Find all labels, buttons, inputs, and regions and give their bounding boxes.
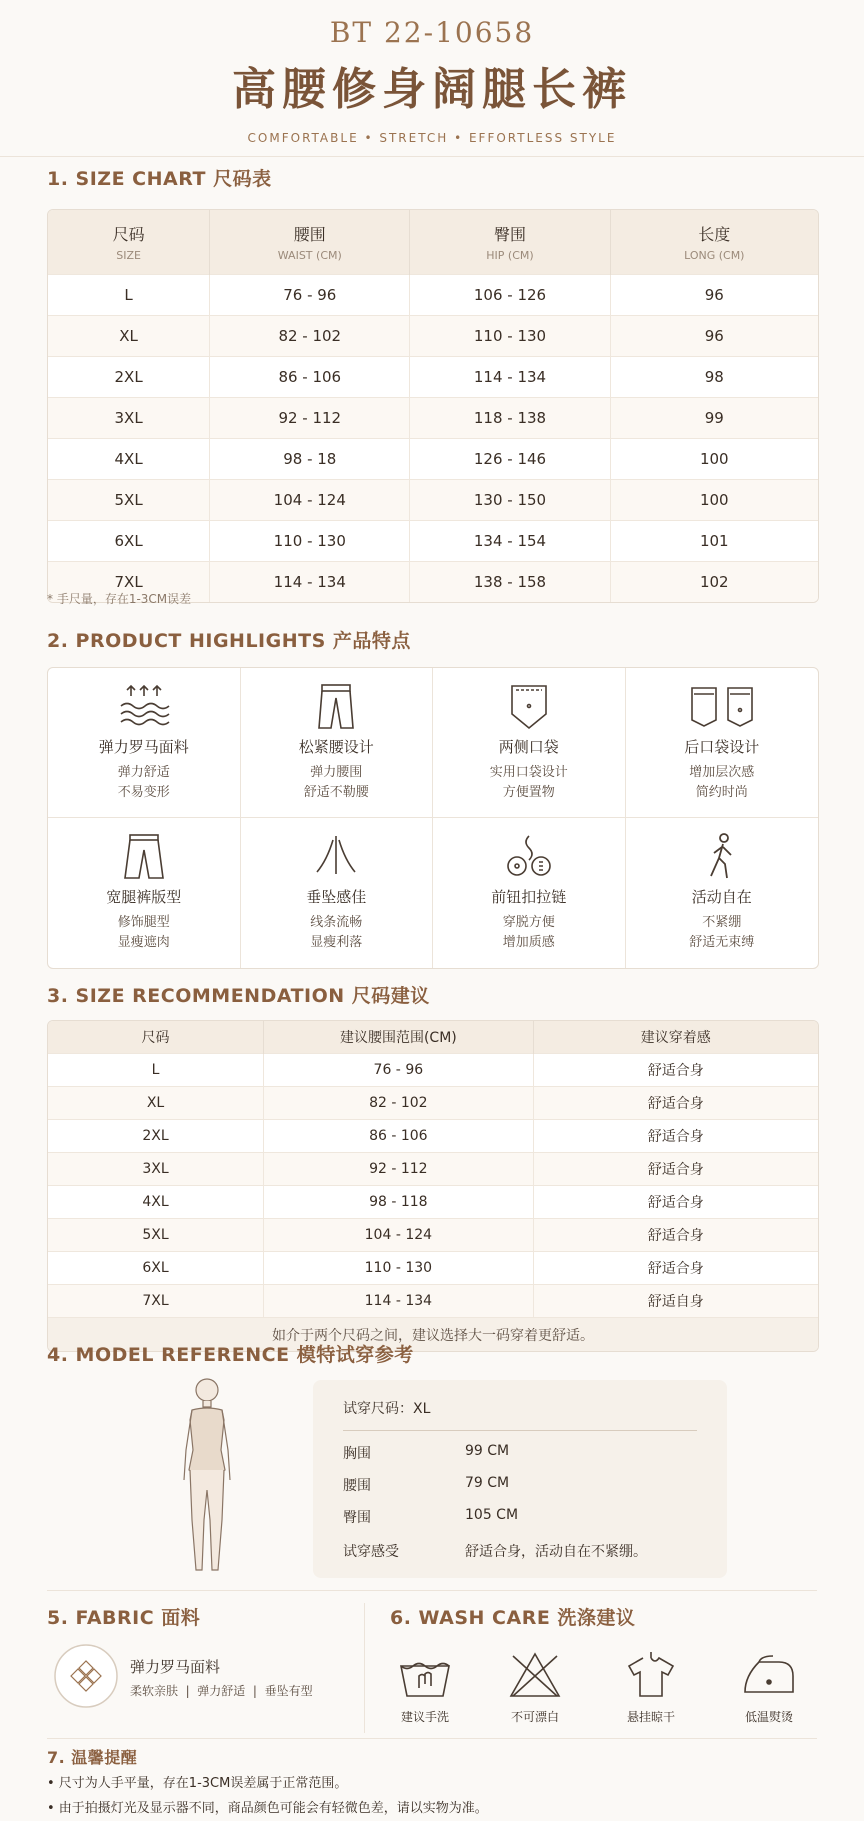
walking-icon (695, 832, 749, 880)
header (0, 0, 864, 157)
table-cell: 100 (610, 439, 818, 480)
highlight-desc-line: 方便置物 (502, 785, 555, 800)
col-label-zh: 臀围 (493, 225, 526, 244)
table-row (48, 398, 818, 439)
wash-label: 建议手洗 (400, 1710, 449, 1724)
table-cell: 6XL (48, 521, 210, 562)
table-cell: 99 (610, 398, 818, 439)
highlight-title: 活动自在 (691, 888, 752, 906)
table-cell: 138 - 158 (410, 562, 610, 603)
table-cell: 5XL (48, 1219, 264, 1252)
model-row-key: 胸围 (343, 1446, 371, 1462)
highlight-title: 后口袋设计 (684, 738, 760, 756)
highlight-desc-line: 不紧绷 (702, 915, 742, 930)
model-size-line: 试穿尺码：XL (343, 1401, 431, 1417)
divider (364, 1603, 365, 1733)
table-cell: 104 - 124 (210, 480, 410, 521)
table-cell: 舒适合身 (533, 1120, 818, 1153)
col-label-en: WAIST (CM) (277, 249, 342, 262)
highlight-wide-leg (48, 818, 241, 968)
table-cell: 114 - 134 (210, 562, 410, 603)
highlight-desc-line: 简约时尚 (695, 785, 748, 800)
highlight-free-movement (626, 818, 819, 968)
divider (343, 1430, 697, 1431)
highlight-drape (241, 818, 434, 968)
wash-no-bleach (490, 1650, 580, 1725)
button-zipper-icon (499, 832, 559, 880)
table-cell: 舒适合身 (533, 1219, 818, 1252)
model-row-key: 腰围 (343, 1478, 371, 1494)
col-label-en: SIZE (116, 249, 141, 262)
table-cell: XL (48, 1087, 264, 1120)
fabric-heading: 5. FABRIC 面料 (47, 1607, 201, 1629)
hand-wash-icon (397, 1650, 453, 1700)
highlight-desc (626, 913, 819, 953)
model-row-value: 105 CM (465, 1507, 519, 1523)
model-figure-icon (172, 1374, 242, 1584)
highlight-title: 垂坠感佳 (306, 888, 367, 906)
highlight-desc-line: 弹力腰围 (310, 765, 363, 780)
highlight-desc-line: 增加质感 (502, 935, 555, 950)
tagline: COMFORTABLE • STRETCH • EFFORTLESS STYLE (247, 131, 617, 145)
table-cell: 110 - 130 (410, 316, 610, 357)
table-cell: 舒适自身 (533, 1285, 818, 1318)
tips-heading: 7. 温馨提醒 (47, 1748, 138, 1767)
table-cell: 130 - 150 (410, 480, 610, 521)
recommend-table (47, 1020, 819, 1352)
size-chart-col-header (48, 210, 210, 275)
table-cell: 舒适合身 (533, 1153, 818, 1186)
highlights-heading: 2. PRODUCT HIGHLIGHTS 产品特点 (47, 630, 411, 652)
wash-label: 悬挂晾干 (626, 1710, 675, 1724)
fabric-desc: 柔软亲肤 | 弹力舒适 | 垂坠有型 (130, 1684, 313, 1698)
highlight-title: 弹力罗马面料 (98, 738, 189, 756)
table-cell: 舒适合身 (533, 1252, 818, 1285)
table-cell: 76 - 96 (264, 1054, 534, 1087)
model-row-hip (343, 1507, 519, 1527)
table-cell: 5XL (48, 480, 210, 521)
table-cell: 86 - 106 (264, 1120, 534, 1153)
fabric-texture-icon (53, 1643, 119, 1709)
recommend-col-header: 尺码 (48, 1021, 264, 1054)
recommend-heading: 3. SIZE RECOMMENDATION 尺码建议 (47, 985, 430, 1007)
table-cell: 2XL (48, 357, 210, 398)
table-cell: 114 - 134 (410, 357, 610, 398)
table-row (48, 1087, 818, 1120)
recommend-col-header: 建议腰围范围(CM) (264, 1021, 534, 1054)
hang-dry-icon (623, 1650, 679, 1700)
highlight-desc-line: 舒适不勒腰 (303, 785, 369, 800)
table-cell: 6XL (48, 1252, 264, 1285)
table-cell: 82 - 102 (210, 316, 410, 357)
highlight-title: 前钮扣拉链 (491, 888, 567, 906)
table-cell: 118 - 138 (410, 398, 610, 439)
highlight-desc-line: 增加层次感 (689, 765, 755, 780)
size-chart-note: * 手尺量，存在1-3CM误差 (47, 592, 192, 606)
table-cell: 110 - 130 (264, 1252, 534, 1285)
highlight-desc-line: 穿脱方便 (502, 915, 555, 930)
model-row-feel (343, 1541, 647, 1561)
model-row-value: 舒适合身，活动自在不紧绷。 (465, 1544, 647, 1560)
highlight-desc (241, 913, 433, 953)
highlight-title: 宽腿裤版型 (106, 888, 182, 906)
tip-item: • 尺寸为人手平量，存在1-3CM误差属于正常范围。 (47, 1776, 348, 1791)
wash-low-iron (724, 1650, 814, 1725)
table-row (48, 357, 818, 398)
table-cell: 86 - 106 (210, 357, 410, 398)
table-cell: 98 - 118 (264, 1186, 534, 1219)
table-row (48, 1285, 818, 1318)
table-cell: 舒适合身 (533, 1186, 818, 1219)
table-cell: 3XL (48, 1153, 264, 1186)
table-row (48, 1186, 818, 1219)
table-cell: 98 - 18 (210, 439, 410, 480)
table-cell: 舒适合身 (533, 1054, 818, 1087)
table-row (48, 521, 818, 562)
size-chart-table (47, 209, 819, 603)
table-cell: 92 - 112 (264, 1153, 534, 1186)
tip-item: • 由于拍摄灯光及显示器不同，商品颜色可能会有轻微色差，请以实物为准。 (47, 1801, 488, 1816)
model-heading: 4. MODEL REFERENCE 模特试穿参考 (47, 1344, 414, 1366)
table-cell: 102 (610, 562, 818, 603)
table-cell: 96 (610, 275, 818, 316)
table-cell: L (48, 1054, 264, 1087)
table-cell: 110 - 130 (210, 521, 410, 562)
table-cell: 4XL (48, 1186, 264, 1219)
col-label-zh: 腰围 (293, 225, 326, 244)
table-cell: 7XL (48, 1285, 264, 1318)
table-cell: 101 (610, 521, 818, 562)
table-row (48, 480, 818, 521)
table-cell: 114 - 134 (264, 1285, 534, 1318)
highlight-desc (48, 913, 240, 953)
table-cell: 2XL (48, 1120, 264, 1153)
wash-heading: 6. WASH CARE 洗涤建议 (390, 1607, 636, 1629)
table-cell: 4XL (48, 439, 210, 480)
model-row-key: 试穿感受 (343, 1544, 399, 1560)
table-cell: L (48, 275, 210, 316)
col-label-zh: 尺码 (112, 225, 145, 244)
table-cell: 舒适合身 (533, 1087, 818, 1120)
highlight-stretch-fabric (48, 668, 241, 818)
stretch-fabric-icon (117, 682, 171, 730)
wash-label: 低温熨烫 (744, 1710, 793, 1724)
back-pocket-icon (686, 682, 758, 730)
table-row (48, 439, 818, 480)
highlight-desc-line: 不易变形 (117, 785, 170, 800)
model-row-value: 79 CM (465, 1475, 510, 1491)
col-label-en: HIP (CM) (486, 249, 534, 262)
highlight-desc (626, 763, 819, 803)
table-row (48, 275, 818, 316)
highlight-desc (433, 913, 625, 953)
table-row (48, 1219, 818, 1252)
highlight-desc-line: 实用口袋设计 (489, 765, 568, 780)
col-label-en: LONG (CM) (684, 249, 745, 262)
model-card (313, 1380, 727, 1578)
highlights-grid (47, 667, 819, 969)
table-cell: 134 - 154 (410, 521, 610, 562)
model-row-key: 臀围 (343, 1510, 371, 1526)
low-iron-icon (741, 1650, 797, 1700)
size-chart-col-header (410, 210, 610, 275)
table-cell: 3XL (48, 398, 210, 439)
highlight-back-pocket (626, 668, 819, 818)
divider (47, 1738, 817, 1739)
highlight-desc-line: 线条流畅 (310, 915, 363, 930)
size-chart-col-header (210, 210, 410, 275)
table-cell: 92 - 112 (210, 398, 410, 439)
table-cell: 76 - 96 (210, 275, 410, 316)
highlight-desc-line: 显瘦遮肉 (117, 935, 170, 950)
highlight-desc-line: 修饰腿型 (117, 915, 170, 930)
highlight-title: 松紧腰设计 (298, 738, 374, 756)
product-title: 高腰修身阔腿长裤 (232, 64, 632, 115)
highlight-desc-line: 弹力舒适 (117, 765, 170, 780)
table-cell: 104 - 124 (264, 1219, 534, 1252)
side-pocket-icon (502, 682, 556, 730)
highlight-desc (241, 763, 433, 803)
highlight-desc-line: 显瘦利落 (310, 935, 363, 950)
size-chart-heading: 1. SIZE CHART 尺码表 (47, 168, 272, 190)
table-cell: 82 - 102 (264, 1087, 534, 1120)
highlight-title: 两侧口袋 (498, 738, 559, 756)
wash-hang-dry (606, 1650, 696, 1725)
highlight-side-pocket (433, 668, 626, 818)
highlight-desc (433, 763, 625, 803)
table-cell: 7XL (48, 562, 210, 603)
table-cell: 98 (610, 357, 818, 398)
elastic-waist-icon (309, 682, 363, 730)
table-row (48, 316, 818, 357)
model-row-waist (343, 1475, 510, 1495)
table-cell: 126 - 146 (410, 439, 610, 480)
recommend-col-header: 建议穿着感 (533, 1021, 818, 1054)
fabric-name: 弹力罗马面料 (130, 1658, 221, 1676)
table-cell: 96 (610, 316, 818, 357)
table-cell: XL (48, 316, 210, 357)
divider (47, 1590, 817, 1591)
col-label-zh: 长度 (698, 225, 731, 244)
drape-icon (309, 832, 363, 880)
highlight-desc (48, 763, 240, 803)
size-chart-col-header (610, 210, 818, 275)
model-row-value: 99 CM (465, 1443, 510, 1459)
wash-hand (380, 1650, 470, 1725)
highlight-elastic-waist (241, 668, 434, 818)
highlight-desc-line: 舒适无束缚 (689, 935, 755, 950)
table-row (48, 1120, 818, 1153)
wide-leg-icon (117, 832, 171, 880)
table-row (48, 1054, 818, 1087)
recommend-footnote: 如介于两个尺码之间，建议选择大一码穿着更舒适。 (48, 1318, 818, 1352)
table-cell: 106 - 126 (410, 275, 610, 316)
no-bleach-icon (507, 1650, 563, 1700)
table-row (48, 1252, 818, 1285)
table-cell: 100 (610, 480, 818, 521)
model-row-bust (343, 1443, 510, 1463)
table-row (48, 1153, 818, 1186)
product-code: BT 22-10658 (329, 16, 535, 49)
highlight-button-zipper (433, 818, 626, 968)
wash-label: 不可漂白 (510, 1710, 559, 1724)
